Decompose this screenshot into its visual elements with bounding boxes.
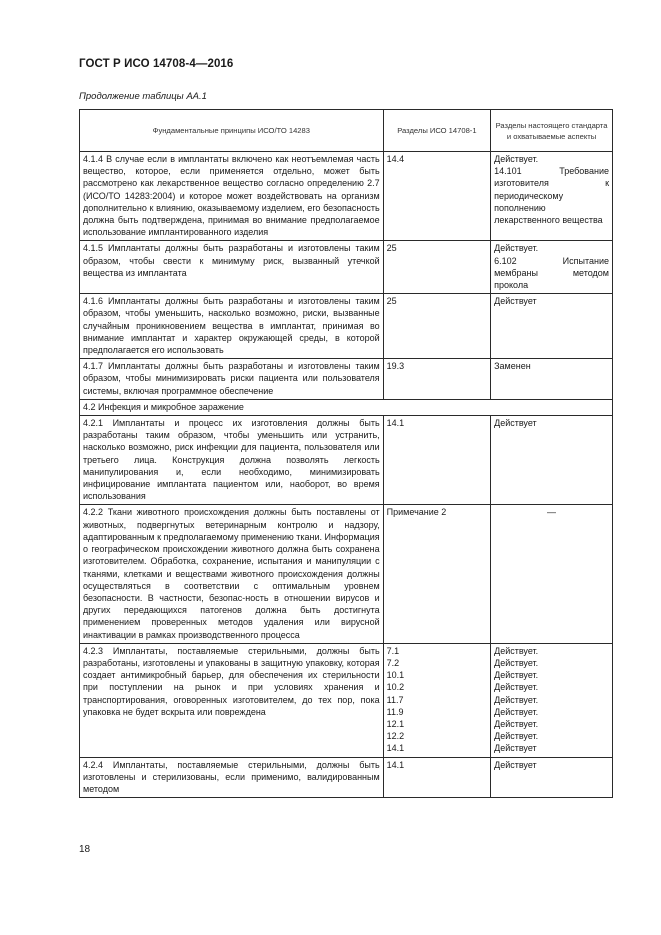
aspect-text: Действует [494, 296, 537, 307]
principle-cell: 4.2.4 Имплантаты, поставляемые стерильными, должны быть изготовлены и стерилизованы, если применимо, валидированным методом [80, 757, 384, 798]
page-number: 18 [79, 844, 91, 855]
aspect-text: Действует. [494, 706, 539, 717]
section-ref: 10.1 [386, 670, 405, 681]
column-header-aspects: Разделы настоящего стандарта и охватываемые аспекты [491, 110, 613, 152]
principle-cell: 4.1.6 Имплантаты должны быть разработаны и изготовлены таким образом, чтобы уменьшить, насколько возможно, риски, вызванные случайным проникновением вещества в имплантат, принимая во внимание имплантат и характер окружающей среды, в которой предполагается его использовать [80, 294, 384, 359]
aspects-cell [491, 505, 613, 643]
table-row [80, 505, 613, 643]
sections-cell [383, 505, 490, 643]
sections-cell [383, 359, 490, 400]
aspect-text: Действует. [494, 243, 539, 254]
aspects-cell [491, 359, 613, 400]
principle-cell: 4.2.2 Ткани животного происхождения должны быть поставлены от животных, подвергнутых ветеринарным контролю и надзору, адаптированным к предполагаемому применению ткани. Информация о географическом происхождении животного должна быть сохранена изготовителем. Обработка, сохранение, испытания и манипуляции с тканями, клетками и веществами животного происхождения должны осуществляться в соответствии с оптимальным уровнем безопасности. В частности, безопас-ность в отношении вирусов и других передающихся патогенов должна быть достигнута применением проверенных методов удаления или вирусной инактивации в рамках производственного процесса [80, 505, 384, 643]
table-row [80, 359, 613, 400]
aspect-text: Действует. [494, 682, 539, 693]
aspect-text: Действует. [494, 731, 539, 742]
table-group-row [80, 399, 613, 415]
section-ref: 11.7 [386, 694, 404, 705]
aspect-text: Действует. [494, 645, 539, 656]
section-ref: 14.1 [386, 743, 405, 754]
section-ref: Примечание 2 [386, 507, 447, 518]
principle-cell: 4.1.5 Имплантаты должны быть разработаны и изготовлены таким образом, чтобы свести к минимуму риск, вызванный утечкой вещества из имплантата [80, 241, 384, 294]
principle-cell: 4.2.3 Имплантаты, поставляемые стерильными, должны быть разработаны, изготовлены и упакованы в защитную упаковку, которая создает антимикробный барьер, для обеспечения их стерильности при поступлении на рынок и при условиях хранения и транспортирования, оговоренных изготовителем, до тех пор, пока упаковка не будет вскрыта или повреждена [80, 643, 384, 757]
section-ref: 14.1 [386, 759, 405, 770]
document-title: ГОСТ Р ИСО 14708-4—2016 [79, 58, 234, 70]
aspect-text: Действует. [494, 718, 539, 729]
aspects-cell [491, 643, 613, 757]
sections-cell [383, 152, 490, 241]
section-ref: 19.3 [386, 361, 405, 372]
sections-cell [383, 643, 490, 757]
principle-cell: 4.2.1 Имплантаты и процесс их изготовления должны быть разработаны таким образом, чтобы уменьшить или устранить, насколько возможно, риск инфекции для пациента, пользователя или третьего лица. Конструкция должна позволять легкость манипулирования и, если необходимо, минимизировать инфицирование имплантата пациентом или, наоборот, во время использования [80, 416, 384, 505]
section-ref: 10.2 [386, 682, 405, 693]
aspect-text: Действует [494, 418, 537, 429]
table-caption: Продолжение таблицы АА.1 [79, 91, 207, 102]
section-ref: 25 [386, 296, 397, 307]
section-ref: 25 [386, 243, 397, 254]
column-header-principles: Фундаментальные принципы ИСО/ТО 14283 [80, 110, 384, 152]
column-header-sections: Разделы ИСО 14708-1 [383, 110, 490, 152]
section-ref: 12.1 [386, 718, 405, 729]
table-row [80, 294, 613, 359]
aspect-text: 14.101 Требование изготовителя к периодическому пополнению лекарственного вещества [494, 166, 609, 226]
section-ref: 12.2 [386, 731, 405, 742]
aspects-cell [491, 241, 613, 294]
aspect-text: Действует. [494, 154, 539, 164]
aspects-cell [491, 294, 613, 359]
table-row [80, 416, 613, 505]
principle-cell: 4.1.4 В случае если в имплантаты включено как неотъемлемая часть вещество, которое, если применяется отдельно, может быть рассмотрено как лекарственное вещество согласно определению 2.7 (ИСО/ТО 14283:2004) и которое может воздействовать на организм дополнительно к влиянию, оказываемому изделием, его безопасность должна быть подтверждена, принимая во внимание предполагаемое использование имплантированного изделия [80, 152, 384, 241]
section-ref: 14.1 [386, 418, 405, 429]
table-row [80, 241, 613, 294]
aspect-text: — [547, 507, 557, 518]
aspects-cell [491, 152, 613, 241]
aspects-cell [491, 757, 613, 798]
aspect-text: Действует. [494, 670, 539, 681]
table-header-row [80, 110, 613, 152]
sections-cell [383, 757, 490, 798]
sections-cell [383, 294, 490, 359]
section-ref: 7.1 [386, 645, 400, 656]
aspect-text: Заменен [494, 361, 531, 372]
aspect-text: Действует [494, 743, 537, 754]
sections-cell [383, 241, 490, 294]
table-row [80, 643, 613, 757]
aspect-text: 6.102 Испытание мембраны методом прокола [494, 255, 609, 291]
table-row [80, 757, 613, 798]
group-heading-cell: 4.2 Инфекция и микробное заражение [80, 399, 613, 415]
table-body [80, 152, 613, 798]
sections-cell [383, 416, 490, 505]
section-ref: 7.2 [386, 657, 400, 668]
section-ref: 11.9 [386, 706, 404, 717]
aspects-cell [491, 416, 613, 505]
aspect-text: Действует. [494, 694, 539, 705]
aspect-text: Действует. [494, 657, 539, 668]
section-ref: 14.4 [386, 154, 405, 164]
aspect-text: Действует [494, 759, 537, 770]
standards-table [79, 109, 613, 798]
table-row [80, 152, 613, 241]
principle-cell: 4.1.7 Имплантаты должны быть разработаны и изготовлены таким образом, чтобы минимизировать риски пациента или пользователя системы, включая программное обеспечение [80, 359, 384, 400]
